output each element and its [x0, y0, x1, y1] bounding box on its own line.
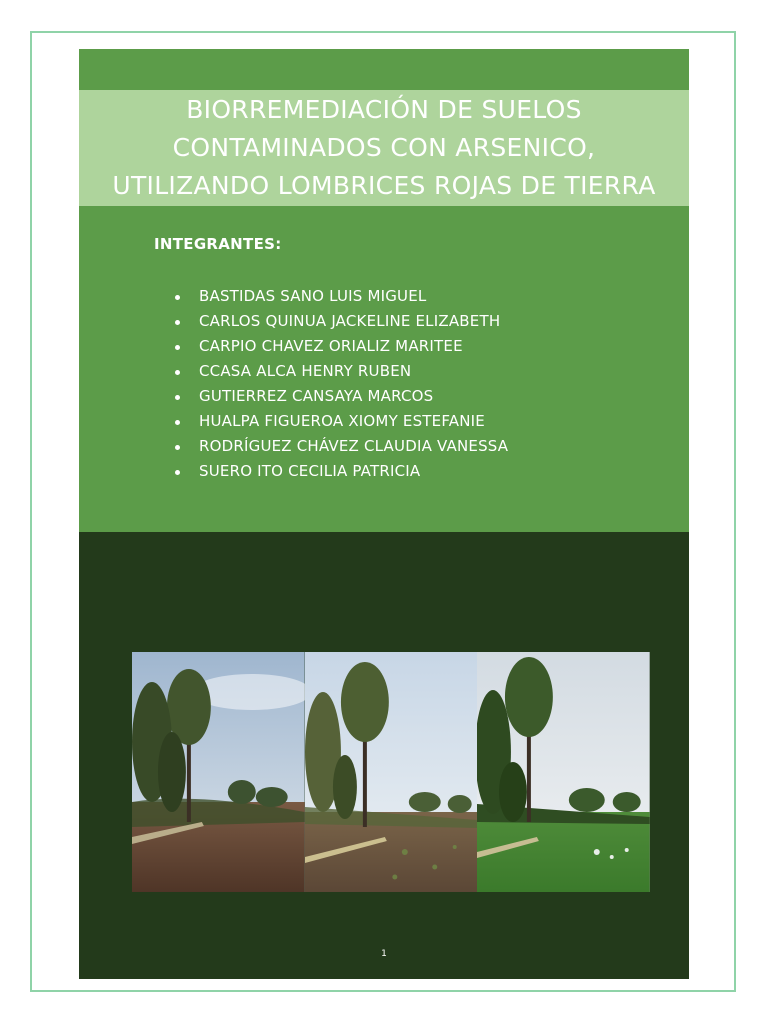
field-photo-sparse-growth: [305, 652, 478, 892]
field-photos: [132, 652, 650, 892]
title-line: UTILIZANDO LOMBRICES ROJAS DE TIERRA: [112, 171, 656, 200]
cover-page: [79, 49, 689, 979]
list-item: CCASA ALCA HENRY RUBEN: [175, 359, 508, 384]
list-item: BASTIDAS SANO LUIS MIGUEL: [175, 284, 508, 309]
members-heading: INTEGRANTES:: [154, 235, 282, 253]
field-photo-green-grass: [477, 652, 650, 892]
title-line: CONTAMINADOS CON ARSENICO,: [172, 133, 596, 162]
title-panel: [79, 49, 689, 532]
members-list: [175, 284, 508, 484]
field-photo-bare-soil: [132, 652, 305, 892]
page-number: 1: [381, 949, 387, 959]
list-item: CARLOS QUINUA JACKELINE ELIZABETH: [175, 309, 508, 334]
list-item: HUALPA FIGUEROA XIOMY ESTEFANIE: [175, 409, 508, 434]
list-item: CARPIO CHAVEZ ORIALIZ MARITEE: [175, 334, 508, 359]
document-title: [79, 90, 689, 206]
list-item: RODRÍGUEZ CHÁVEZ CLAUDIA VANESSA: [175, 434, 508, 459]
list-item: SUERO ITO CECILIA PATRICIA: [175, 459, 508, 484]
list-item: GUTIERREZ CANSAYA MARCOS: [175, 384, 508, 409]
title-line: BIORREMEDIACIÓN DE SUELOS: [186, 95, 582, 124]
